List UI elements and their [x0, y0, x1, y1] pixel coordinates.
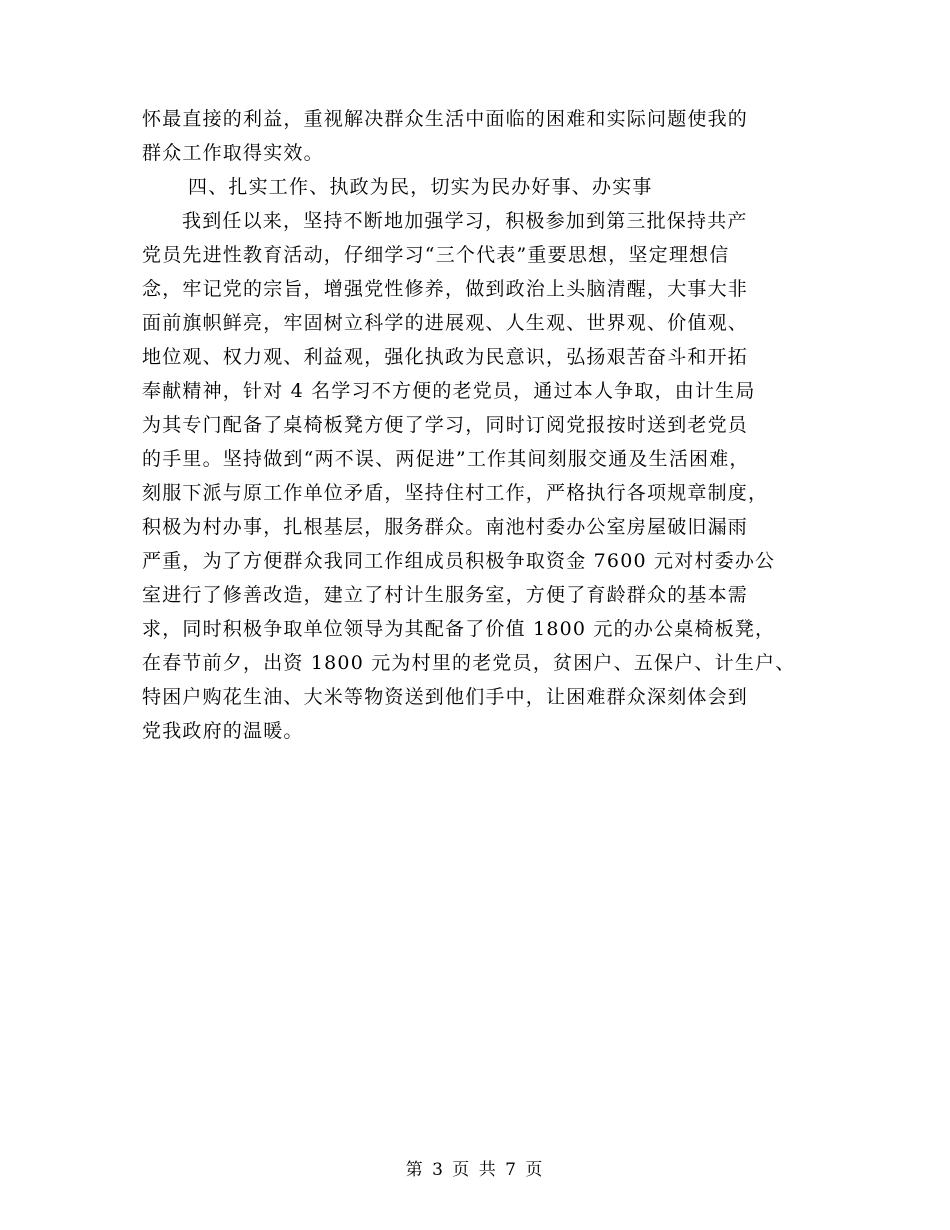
text-line: 念，牢记党的宗旨，增强党性修养，做到政治上头脑清醒，大事大非 — [142, 278, 749, 300]
text-line: 刻服下派与原工作单位矛盾，坚持住村工作，严格执行各项规章制度， — [142, 482, 769, 504]
section-heading: 四、扎实工作、执政为民，切实为民办好事、办实事 — [188, 176, 653, 198]
text-line: 奉献精神，针对 4 名学习不方便的老党员，通过本人争取，由计生局 — [142, 380, 756, 402]
text-line: 我到任以来，坚持不断地加强学习，积极参加到第三批保持共产 — [182, 210, 748, 232]
text-line: 严重，为了方便群众我同工作组成员积极争取资金 7600 元对村委办公 — [142, 550, 776, 572]
text-line: 党我政府的温暖。 — [142, 720, 304, 742]
text-line: 为其专门配备了桌椅板凳方便了学习，同时订阅党报按时送到老党员 — [142, 414, 749, 436]
text-line: 积极为村办事，扎根基层，服务群众。南池村委办公室房屋破旧漏雨 — [142, 516, 749, 538]
text-line: 面前旗帜鲜亮，牢固树立科学的进展观、人生观、世界观、价值观、 — [142, 312, 749, 334]
text-line: 特困户购花生油、大米等物资送到他们手中，让困难群众深刻体会到 — [142, 686, 749, 708]
text-line: 室进行了修善改造，建立了村计生服务室，方便了育龄群众的基本需 — [142, 584, 749, 606]
paragraph-continued — [142, 102, 822, 170]
text-line: 党员先进性教育活动，仔细学习“三个代表”重要思想，坚定理想信 — [142, 244, 730, 266]
document-body — [142, 102, 822, 748]
text-line: 求，同时积极争取单位领导为其配备了价值 1800 元的办公桌椅板凳， — [142, 618, 776, 640]
text-line: 的手里。坚持做到“两不误、两促进”工作其间刻服交通及生活困难， — [142, 448, 750, 470]
text-line: 怀最直接的利益，重视解决群众生活中面临的困难和实际问题使我的 — [142, 108, 749, 130]
text-line: 在春节前夕，出资 1800 元为村里的老党员，贫困户、五保户、计生户、 — [142, 652, 796, 674]
paragraph-section-four — [142, 204, 822, 748]
text-line: 地位观、权力观、利益观，强化执政为民意识，弘扬艰苦奋斗和开拓 — [142, 346, 749, 368]
page-number-footer: 第 3 页 共 7 页 — [405, 1160, 545, 1180]
text-line: 群众工作取得实效。 — [142, 142, 324, 164]
